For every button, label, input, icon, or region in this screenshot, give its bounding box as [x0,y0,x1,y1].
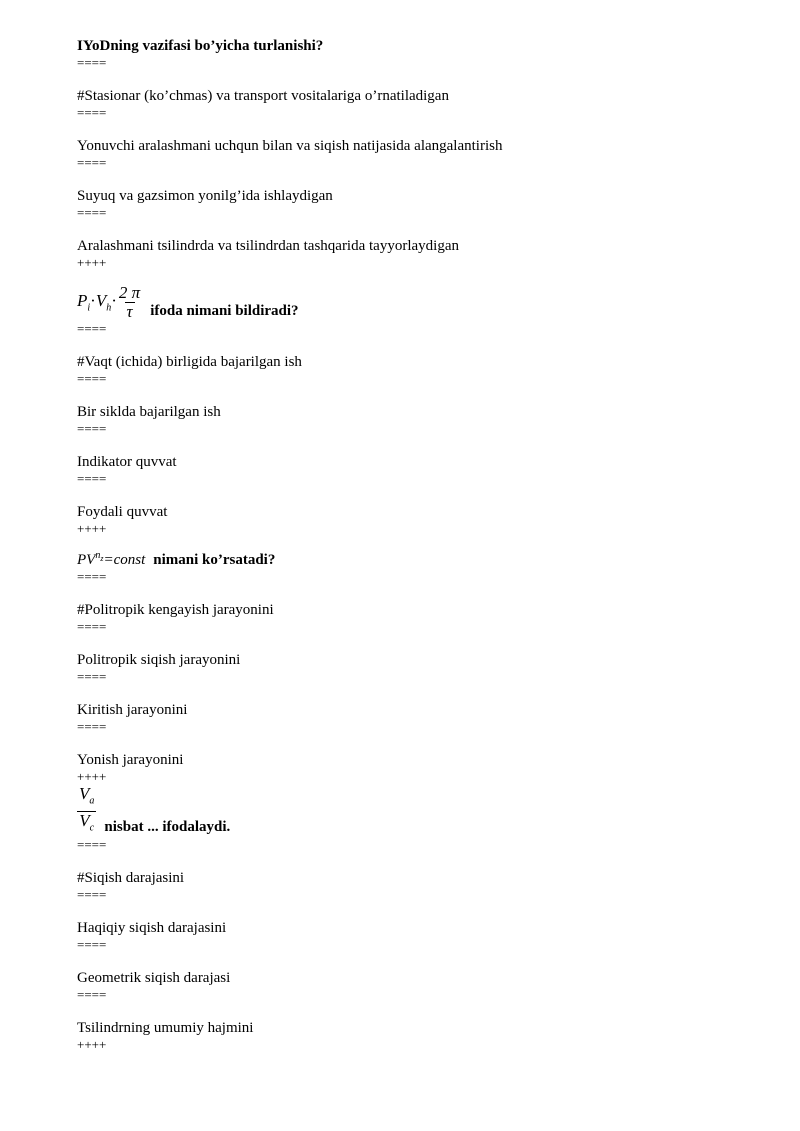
answer-1-2: Yonuvchi aralashmani uchqun bilan va siqish natijasida alangalantirish [77,138,503,154]
separator: ==== [77,105,107,120]
answer-2-3: Indikator quvvat [77,454,177,470]
document-page [77,38,757,1053]
answer-3-1: #Politropik kengayish jarayonini [77,602,274,618]
separator: ==== [77,669,107,684]
separator: ==== [77,719,107,734]
formula-fraction: $\frac{2 \pi}{\tau}$ [118,283,141,321]
question-3 [77,545,757,569]
separator: ==== [77,887,107,902]
question-2 [77,281,757,321]
separator: ==== [77,471,107,486]
answer-1-3: Suyuq va gazsimon yonilg’ida ishlaydigan [77,188,333,204]
answer-3-2: Politropik siqish jarayonini [77,652,241,668]
separator: ==== [77,321,107,336]
separator: ==== [77,421,107,436]
separator: ==== [77,55,107,70]
question-4-text: nisbat ... ifodalaydi. [104,819,231,835]
formula-ratio: $\frac{V_a}{V_c}$ [77,785,96,837]
separator: ++++ [77,255,107,270]
separator: ++++ [77,1037,107,1052]
answer-1-1: #Stasionar (ko’chmas) va transport vositalariga o’rnatiladigan [77,88,449,104]
answer-4-3: Geometrik siqish darajasi [77,970,231,986]
question-1: IYoDning vazifasi bo’yicha turlanishi? [77,38,324,54]
separator: ++++ [77,769,107,784]
answer-4-1: #Siqish darajasini [77,870,185,886]
answer-1-4: Aralashmani tsilindrda va tsilindrdan tashqarida tayyorlaydigan [77,238,459,254]
answer-3-3: Kiritish jarayonini [77,702,188,718]
answer-2-4: Foydali quvvat [77,504,168,520]
separator: ==== [77,619,107,634]
separator: ==== [77,569,107,584]
answer-4-4: Tsilindrning umumiy hajmini [77,1020,254,1036]
question-2-text: ifoda nimani bildiradi? [150,303,299,319]
formula-power: $P_i\cdot V_h\cdot$ [77,290,117,313]
separator: ==== [77,987,107,1002]
answer-2-1: #Vaqt (ichida) birligida bajarilgan ish [77,354,302,370]
question-4 [77,784,757,837]
answer-2-2: Bir siklda bajarilgan ish [77,404,221,420]
separator: ==== [77,371,107,386]
answer-3-4: Yonish jarayonini [77,752,184,768]
question-3-text: nimani ko’rsatadi? [153,552,276,568]
formula-polytropic: $PV^{n_z}=const$ [77,550,146,568]
separator: ==== [77,837,107,852]
separator: ==== [77,937,107,952]
separator: ==== [77,205,107,220]
separator: ++++ [77,521,107,536]
separator: ==== [77,155,107,170]
answer-4-2: Haqiqiy siqish darajasini [77,920,227,936]
